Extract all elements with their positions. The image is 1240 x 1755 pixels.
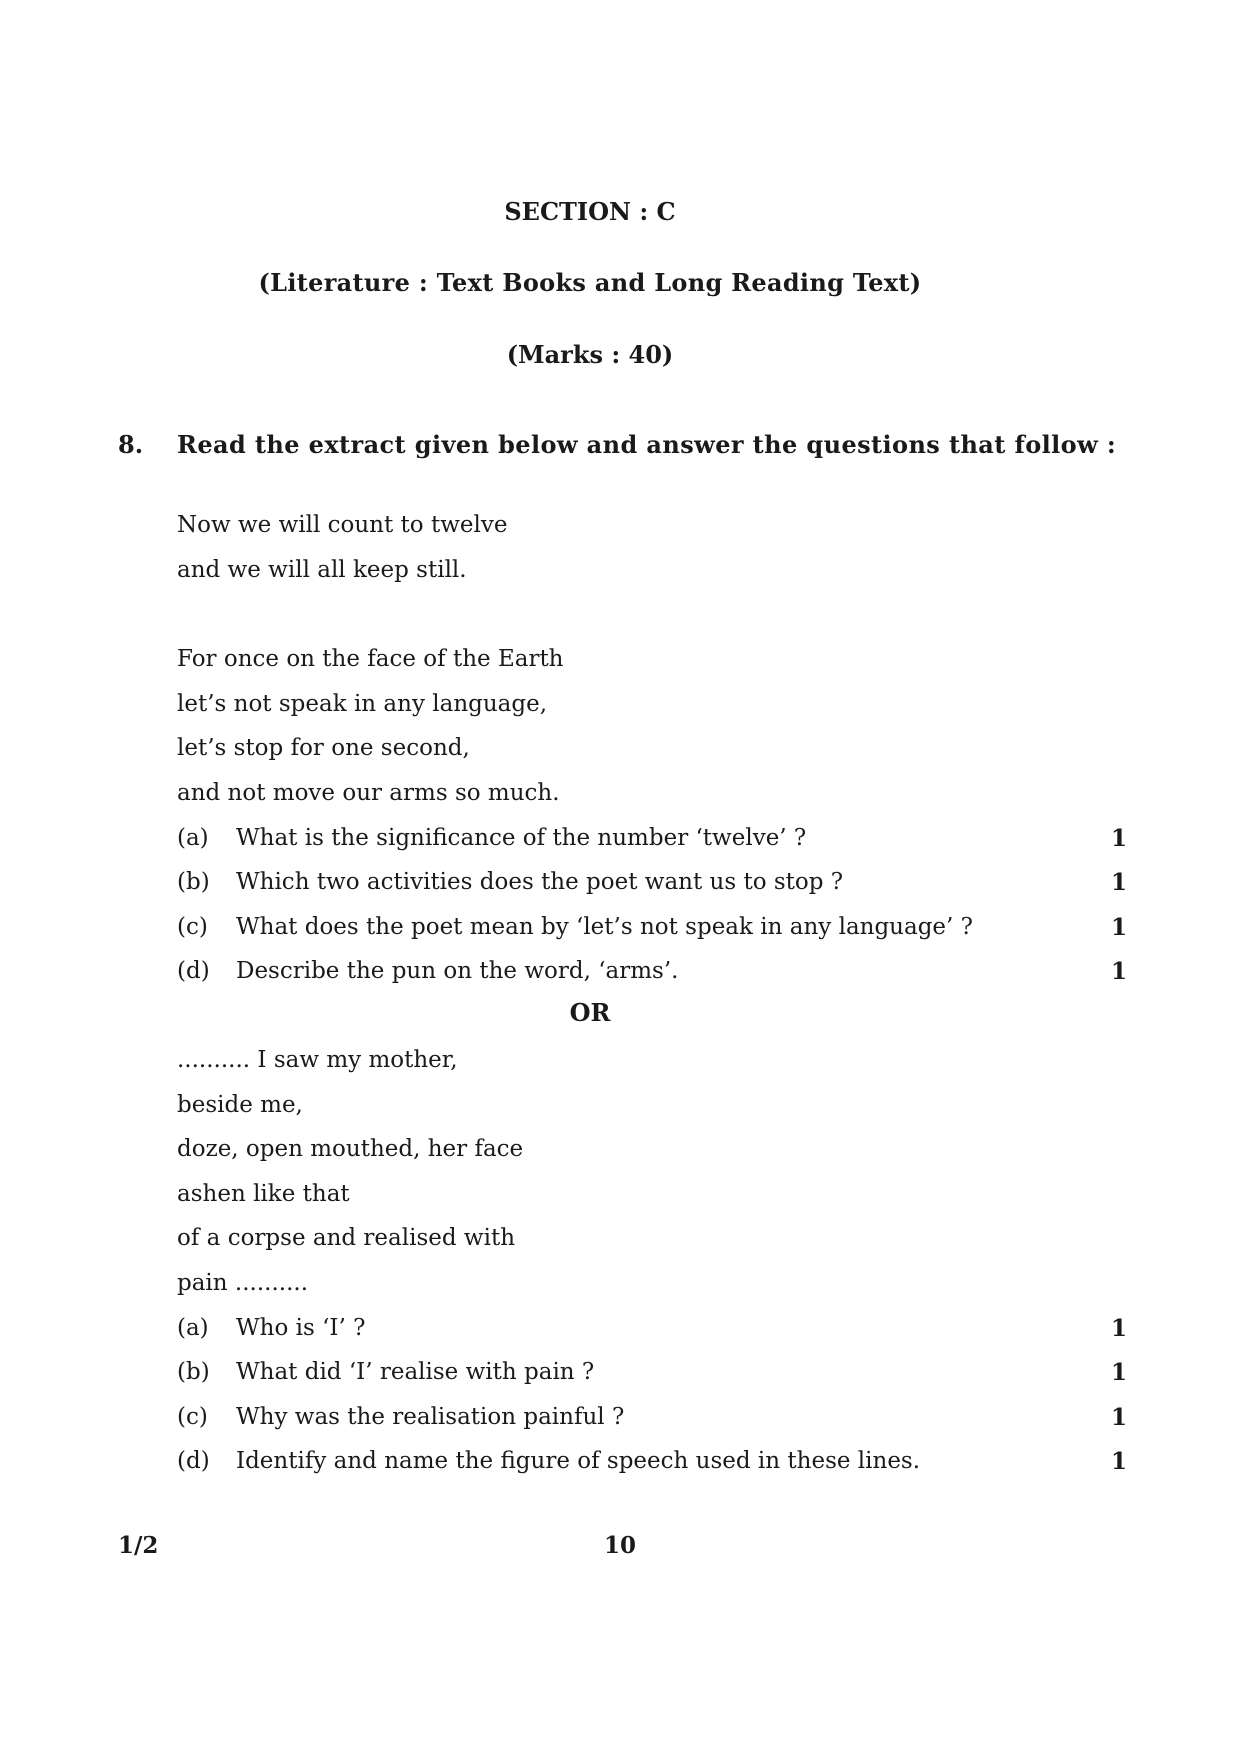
subquestion-text: Describe the pun on the word, ‘arms’. — [236, 958, 679, 984]
subquestion-marks: 1 — [1110, 958, 1127, 985]
subquestion-label: (d) — [177, 958, 210, 984]
subquestion-label: (a) — [177, 825, 209, 851]
subquestion — [177, 958, 1127, 988]
question-instruction: Read the extract given below and answer the questions that follow : — [177, 430, 1117, 459]
subquestion-label: (c) — [177, 914, 208, 940]
subquestion-text: Which two activities does the poet want us to stop ? — [236, 869, 844, 895]
subquestion — [177, 1448, 1127, 1478]
or-divider: OR — [569, 998, 611, 1027]
subquestion-label: (b) — [177, 869, 210, 895]
subquestion-text: Who is ‘I’ ? — [236, 1315, 366, 1341]
extract2-line: pain .......... — [177, 1270, 309, 1296]
subquestion — [177, 1359, 1127, 1389]
question-number: 8. — [118, 430, 144, 459]
subquestion — [177, 1404, 1127, 1434]
subquestion-label: (a) — [177, 1315, 209, 1341]
subquestion-text: What is the significance of the number ‘twelve’ ? — [236, 825, 807, 851]
subquestion — [177, 914, 1127, 944]
subquestion-marks: 1 — [1110, 825, 1127, 852]
subquestion-marks: 1 — [1110, 1315, 1127, 1342]
extract2-line: of a corpse and realised with — [177, 1225, 516, 1251]
subquestion-marks: 1 — [1110, 1359, 1127, 1386]
extract1-line: and not move our arms so much. — [177, 780, 560, 806]
extract1-line: let’s not speak in any language, — [177, 691, 548, 717]
subquestion-marks: 1 — [1110, 914, 1127, 941]
extract1-line: and we will all keep still. — [177, 557, 467, 583]
subquestion-text: Why was the realisation painful ? — [236, 1404, 625, 1430]
paper-code: 1/2 — [118, 1532, 159, 1559]
subquestion-label: (b) — [177, 1359, 210, 1385]
section-marks: (Marks : 40) — [506, 340, 674, 369]
subquestion — [177, 1315, 1127, 1345]
subquestion-marks: 1 — [1110, 1404, 1127, 1431]
section-subtitle: (Literature : Text Books and Long Reading Text) — [258, 268, 922, 297]
subquestion — [177, 825, 1127, 855]
subquestion — [177, 869, 1127, 899]
subquestion-label: (c) — [177, 1404, 208, 1430]
extract2-line: beside me, — [177, 1092, 303, 1118]
extract1-line: For once on the face of the Earth — [177, 646, 564, 672]
subquestion-marks: 1 — [1110, 1448, 1127, 1475]
extract2-line: .......... I saw my mother, — [177, 1047, 458, 1073]
extract2-line: ashen like that — [177, 1181, 350, 1207]
section-title: SECTION : C — [504, 197, 676, 226]
subquestion-text: Identify and name the figure of speech used in these lines. — [236, 1448, 921, 1474]
subquestion-text: What did ‘I’ realise with pain ? — [236, 1359, 595, 1385]
extract2-line: doze, open mouthed, her face — [177, 1136, 524, 1162]
page-number: 10 — [603, 1532, 636, 1559]
subquestion-text: What does the poet mean by ‘let’s not speak in any language’ ? — [236, 914, 973, 940]
extract1-line: let’s stop for one second, — [177, 735, 470, 761]
subquestion-label: (d) — [177, 1448, 210, 1474]
extract1-line: Now we will count to twelve — [177, 512, 508, 538]
subquestion-marks: 1 — [1110, 869, 1127, 896]
